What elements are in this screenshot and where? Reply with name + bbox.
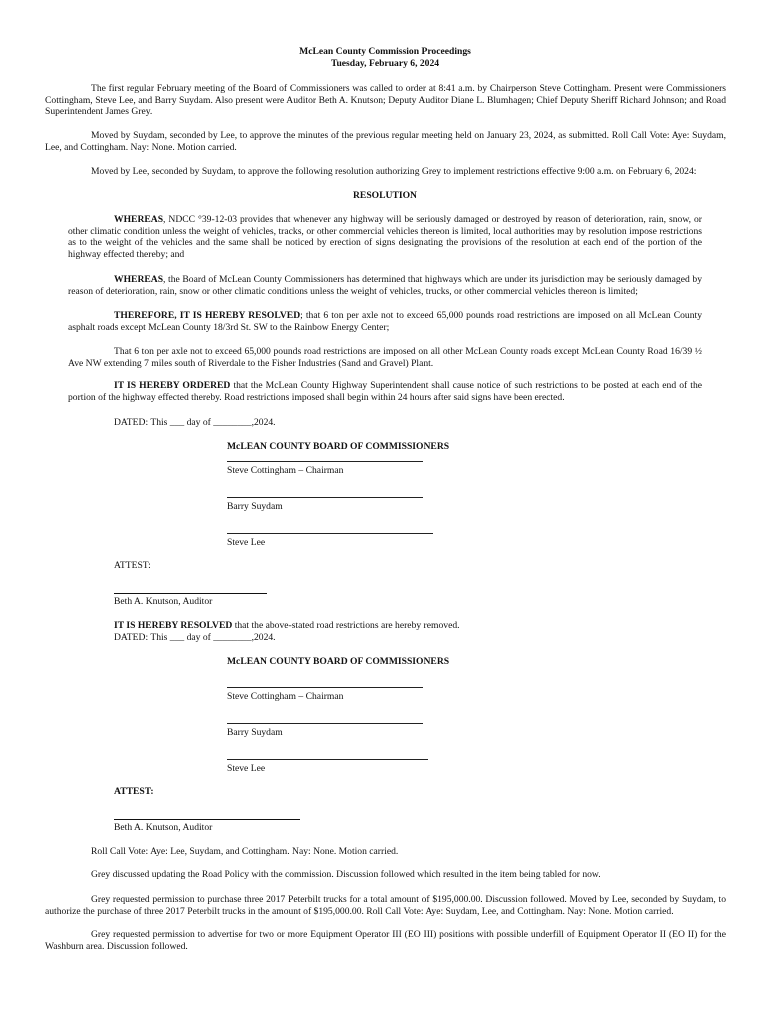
attest-signature-line [114,593,267,594]
resolution-motion-paragraph: Moved by Lee, seconded by Suydam, to approve the following resolution authorizing Grey to implement restrictions effective 9:00 a.m. on February 6, 2024: [91,166,697,177]
road-policy-paragraph: Grey discussed updating the Road Policy with the commission. Discussion followed which resulted in the item being tabled for now. [91,869,601,880]
whereas-text: , the Board of McLean County Commissioners has determined that highways which are under its jurisdiction may be seriously damaged by reason of deterioration, rain, snow or other climatic conditions unless the weight of vehicles, trucks, or other commercial vehicles thereon is limited; [68,274,702,297]
dated-line-1: DATED: This ___ day of ________,2024. [114,417,276,428]
meeting-date: Tuesday, February 6, 2024 [330,58,440,69]
attest-signature-line [114,819,300,820]
board-heading-1: McLEAN COUNTY BOARD OF COMMISSIONERS [227,441,450,452]
whereas-lead: WHEREAS [114,214,164,225]
that-six-ton-paragraph: That 6 ton per axle not to exceed 65,000 pounds road restrictions are imposed on all other McLean County roads except McLean County Road 16/39 ½ Ave NW extending 7 miles south of Riverdale to the Fisher Industries (Sand and Gravel) Plant. [68,346,702,369]
auditor-name-2: Beth A. Knutson, Auditor [114,822,213,833]
truck-purchase-paragraph: Grey requested permission to purchase three 2017 Peterbilt trucks for a total amount of $195,000.00. Discussion followed. Moved by Lee, seconded by Suydam, to authorize the purchase of three 2017 Peterbilt trucks in the amount of $195,000.00. Roll Call Vote: Aye: Suydam, Lee, and Cottingham. Nay: None. Motion carried. [45,894,726,917]
auditor-name-1: Beth A. Knutson, Auditor [114,596,213,607]
ordered-lead: IT IS HEREBY ORDERED [114,380,231,391]
ordered-text: that the McLean County Highway Superintendent shall cause notice of such restrictions to be posted at each end of the portion of the highway effected thereby. Road restrictions imposed shall begin within 24 hours after said signs have been erected. [68,380,702,403]
signature-chairman-2: Steve Cottingham – Chairman [227,691,344,702]
equipment-operator-paragraph: Grey requested permission to advertise for two or more Equipment Operator III (EO III) positions with possible underfill of Equipment Operator II (EO II) for the Washburn area. Discussion followed. [45,929,726,952]
therefore-text: ; that 6 ton per axle not to exceed 65,000 pounds road restrictions are imposed on all McLean County asphalt roads except McLean County 18/3rd St. SW to the Rainbow Energy Center; [68,310,702,333]
signature-lee-1: Steve Lee [227,537,266,548]
signature-suydam-2: Barry Suydam [227,727,283,738]
whereas-text: , NDCC °39-12-03 provides that whenever any highway will be seriously damaged or destroyed by reason of deterioration, rain, snow, or other climatic condition unless the weight of vehicles, tracks, or other commercial vehicles thereon is limited, local authorities may by resolution impose restrictions as to the weight of the vehicles and the same shall be noticed by erection of signs designating the provisions of the resolution at each end of the portion of the highway effected thereby; and [68,214,702,260]
whereas-lead: WHEREAS [114,274,164,285]
roll-call-vote: Roll Call Vote: Aye: Lee, Suydam, and Cottingham. Nay: None. Motion carried. [91,846,399,857]
attest-label-1: ATTEST: [114,560,151,571]
attest-label-2: ATTEST: [114,786,154,797]
signature-chairman-1: Steve Cottingham – Chairman [227,465,344,476]
document-title: McLean County Commission Proceedings [299,46,471,57]
board-heading-2: McLEAN COUNTY BOARD OF COMMISSIONERS [227,656,450,667]
therefore-paragraph [68,310,702,333]
minutes-approval-paragraph: Moved by Suydam, seconded by Lee, to approve the minutes of the previous regular meeting held on January 23, 2024, as submitted. Roll Call Vote: Aye: Suydam, Lee, and Cottingham. Nay: None. Motion carried. [45,130,726,153]
resolved-text: that the above-stated road restrictions are hereby removed. [232,620,460,631]
signature-line [227,723,423,724]
resolution-heading: RESOLUTION [353,190,417,201]
signature-line [227,461,423,462]
signature-line [227,497,423,498]
whereas-paragraph-1 [68,214,702,260]
signature-line [227,759,428,760]
signature-line [227,533,433,534]
resolved-lead: IT IS HEREBY RESOLVED [114,620,233,631]
therefore-lead: THEREFORE, IT IS HEREBY RESOLVED [114,310,301,321]
ordered-paragraph [68,380,702,403]
dated-line-2: DATED: This ___ day of ________,2024. [114,632,276,643]
signature-lee-2: Steve Lee [227,763,266,774]
opening-paragraph: The first regular February meeting of the Board of Commissioners was called to order at 8:41 a.m. by Chairperson Steve Cottingham. Present were Commissioners Cottingham, Steve Lee, and Barry Suydam. Also present were Auditor Beth A. Knutson; Deputy Auditor Diane L. Blumhagen; Chief Deputy Sheriff Richard Johnson; and Road Superintendent James Grey. [45,83,726,118]
signature-line [227,687,423,688]
whereas-paragraph-2 [68,274,702,297]
removal-resolution [114,620,460,632]
document-header [0,46,770,70]
signature-suydam-1: Barry Suydam [227,501,283,512]
